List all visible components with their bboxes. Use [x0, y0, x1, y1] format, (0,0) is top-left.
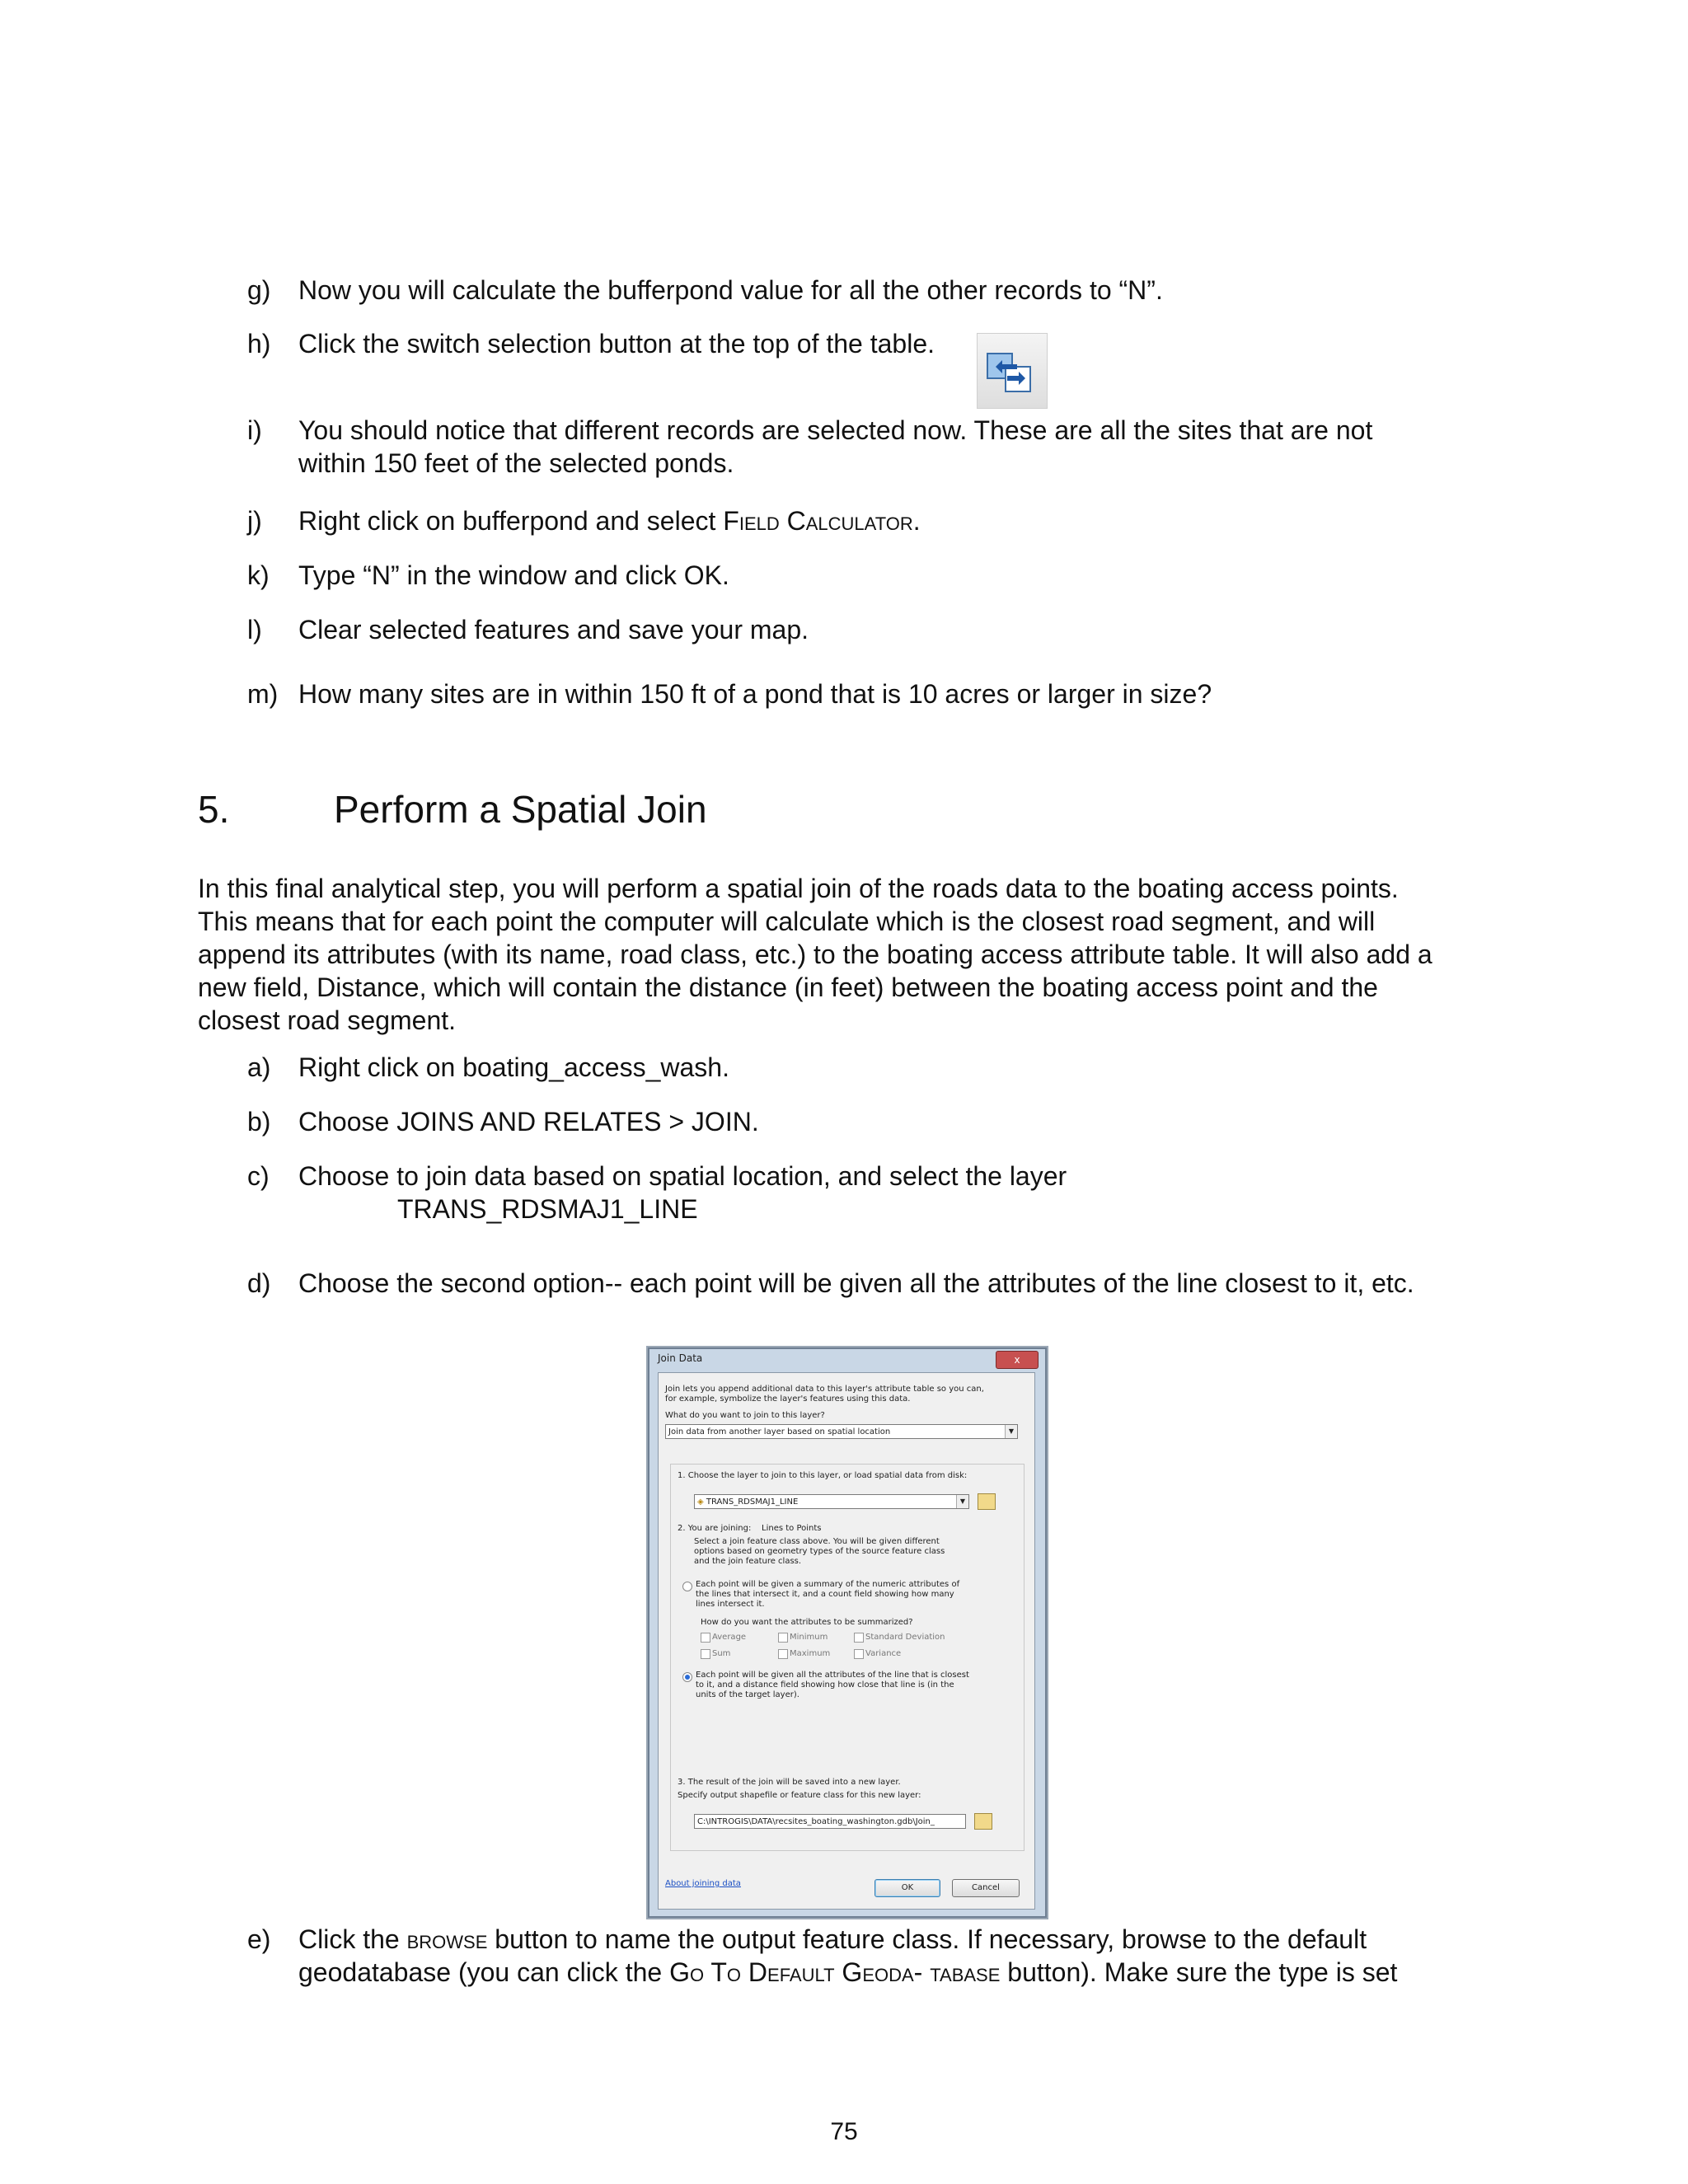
step-label: e): [247, 1924, 271, 1954]
intro-paragraph: [198, 872, 1517, 1037]
checkbox-label: Standard Deviation: [865, 1633, 945, 1642]
text-post: button). Make sure the type is set: [1000, 1957, 1398, 1987]
join-type-dropdown[interactable]: [665, 1424, 1018, 1439]
checkbox-label: Average: [712, 1633, 747, 1642]
cancel-button[interactable]: Cancel: [952, 1879, 1020, 1897]
intro-line: for example, symbolize the layer's features using this data.: [665, 1394, 911, 1404]
step-text-line2: TRANS_RDSMAJ1_LINE: [397, 1194, 698, 1224]
step-text-post: .: [912, 506, 921, 536]
checkbox-label: Maximum: [790, 1649, 831, 1658]
std-dev-checkbox[interactable]: [854, 1633, 864, 1643]
step-text-line1: [298, 1923, 1367, 1956]
option-line: the lines that intersect it, and a count field showing how many: [696, 1590, 954, 1599]
step-label: d): [247, 1268, 271, 1298]
step-label: m): [247, 679, 279, 709]
maximum-checkbox[interactable]: [778, 1649, 788, 1659]
summarize-question: How do you want the attributes to be summarized?: [701, 1618, 913, 1627]
step-text-line1: You should notice that different records are selected now. These are all the sites that are not: [298, 415, 1373, 445]
output-path-value: C:\INTROGIS\DATA\recsites_boating_washington.gdb\Join_: [697, 1817, 935, 1826]
join-type-value: Join data from another layer based on spatial location: [668, 1427, 891, 1436]
step-text: Now you will calculate the bufferpond value for all the other records to “N”.: [298, 275, 1163, 305]
paragraph-line: This means that for each point the computer will calculate which is the closest road segment, and will: [198, 907, 1376, 936]
intro-line: Join lets you append additional data to this layer's attribute table so you can,: [665, 1385, 984, 1394]
ok-button[interactable]: OK: [874, 1879, 940, 1897]
checkbox-label: Sum: [712, 1649, 731, 1658]
step-label: h): [247, 329, 271, 359]
step-text: Choose JOINS AND RELATES > JOIN.: [298, 1107, 759, 1137]
step-label: c): [247, 1161, 270, 1191]
layer-dropdown[interactable]: [694, 1494, 969, 1509]
option-line: lines intersect it.: [696, 1600, 765, 1609]
chevron-down-icon: ▼: [956, 1495, 968, 1508]
step-label: g): [247, 275, 271, 305]
option-line: units of the target layer).: [696, 1690, 799, 1699]
go-to-default-term: Go To Default Geoda- tabase: [669, 1957, 1001, 1987]
paragraph-line: closest road segment.: [198, 1005, 457, 1035]
step-text: Right click on boating_access_wash.: [298, 1052, 729, 1082]
close-button[interactable]: x: [996, 1351, 1039, 1369]
layer-icon: ◈: [697, 1497, 704, 1507]
layer-value: TRANS_RDSMAJ1_LINE: [706, 1497, 799, 1507]
step2-value: Lines to Points: [762, 1524, 822, 1533]
section-number: 5.: [198, 788, 230, 831]
step-label: j): [247, 506, 262, 536]
step-text-line1: Choose to join data based on spatial location, and select the layer: [298, 1161, 1067, 1191]
open-folder-icon[interactable]: [978, 1493, 996, 1510]
step3-label: 3. The result of the join will be saved into a new layer.: [678, 1778, 901, 1787]
help-line: options based on geometry types of the source feature class: [694, 1547, 945, 1556]
step-text: Clear selected features and save your map.: [298, 615, 809, 644]
section-title: Perform a Spatial Join: [334, 788, 707, 831]
step-text: How many sites are in within 150 ft of a pond that is 10 acres or larger in size?: [298, 679, 1212, 709]
closest-line-radio[interactable]: [682, 1672, 692, 1682]
paragraph-line: append its attributes (with its name, road class, etc.) to the boating access attribute table. It will also add a: [198, 940, 1432, 969]
summary-radio[interactable]: [682, 1582, 692, 1591]
checkbox-label: Minimum: [790, 1633, 828, 1642]
step-text-line2: within 150 feet of the selected ponds.: [298, 448, 734, 478]
join-data-dialog: [648, 1347, 1047, 1918]
text-pre: geodatabase (you can click the: [298, 1957, 670, 1987]
step-label: a): [247, 1052, 271, 1082]
paragraph-line: In this final analytical step, you will perform a spatial join of the roads data to the boating access points.: [198, 874, 1399, 903]
dialog-title: Join Data: [658, 1352, 703, 1364]
step3-help: Specify output shapefile or feature class for this new layer:: [678, 1791, 921, 1800]
average-checkbox[interactable]: [701, 1633, 710, 1643]
step-label: l): [247, 615, 262, 644]
browse-term: browse: [406, 1924, 488, 1954]
help-line: and the join feature class.: [694, 1557, 802, 1566]
step2-label: 2. You are joining:: [678, 1524, 752, 1533]
browse-folder-icon[interactable]: [974, 1813, 992, 1830]
join-question: What do you want to join to this layer?: [665, 1411, 825, 1420]
sum-checkbox[interactable]: [701, 1649, 710, 1659]
step-label: k): [247, 560, 270, 590]
step-label: b): [247, 1107, 271, 1137]
chevron-down-icon: ▼: [1005, 1425, 1017, 1438]
step-text-line2: [298, 1956, 1397, 1989]
option-line: Each point will be given all the attributes of the line that is closest: [696, 1671, 969, 1680]
help-line: Select a join feature class above. You will be given different: [694, 1537, 940, 1546]
option-line: Each point will be given a summary of the numeric attributes of: [696, 1580, 960, 1589]
minimum-checkbox[interactable]: [778, 1633, 788, 1643]
text-pre: Click the: [298, 1924, 407, 1954]
step-text: Choose the second option-- each point will be given all the attributes of the line closest to it, etc.: [298, 1268, 1414, 1298]
step-text-pre: Right click on bufferpond and select: [298, 506, 724, 536]
step-text: Click the switch selection button at the top of the table.: [298, 329, 935, 359]
paragraph-line: new field, Distance, which will contain the distance (in feet) between the boating access point and the: [198, 972, 1378, 1002]
switch-selection-icon: [977, 333, 1048, 409]
page-number: 75: [830, 2118, 858, 2145]
step-text: [298, 504, 921, 537]
join-options-group: [670, 1464, 1025, 1851]
dialog-body: [658, 1372, 1035, 1910]
about-joining-link[interactable]: About joining data: [665, 1879, 741, 1888]
step-label: i): [247, 415, 262, 445]
output-path-input[interactable]: [694, 1814, 966, 1829]
checkbox-label: Variance: [865, 1649, 902, 1658]
variance-checkbox[interactable]: [854, 1649, 864, 1659]
option-line: to it, and a distance field showing how close that line is (in the: [696, 1680, 954, 1690]
text-post: button to name the output feature class. If necessary, browse to the default: [487, 1924, 1367, 1954]
step-text: Type “N” in the window and click OK.: [298, 560, 729, 590]
field-calculator-term: Field Calculator: [723, 506, 913, 536]
step1-label: 1. Choose the layer to join to this layer, or load spatial data from disk:: [678, 1471, 968, 1480]
